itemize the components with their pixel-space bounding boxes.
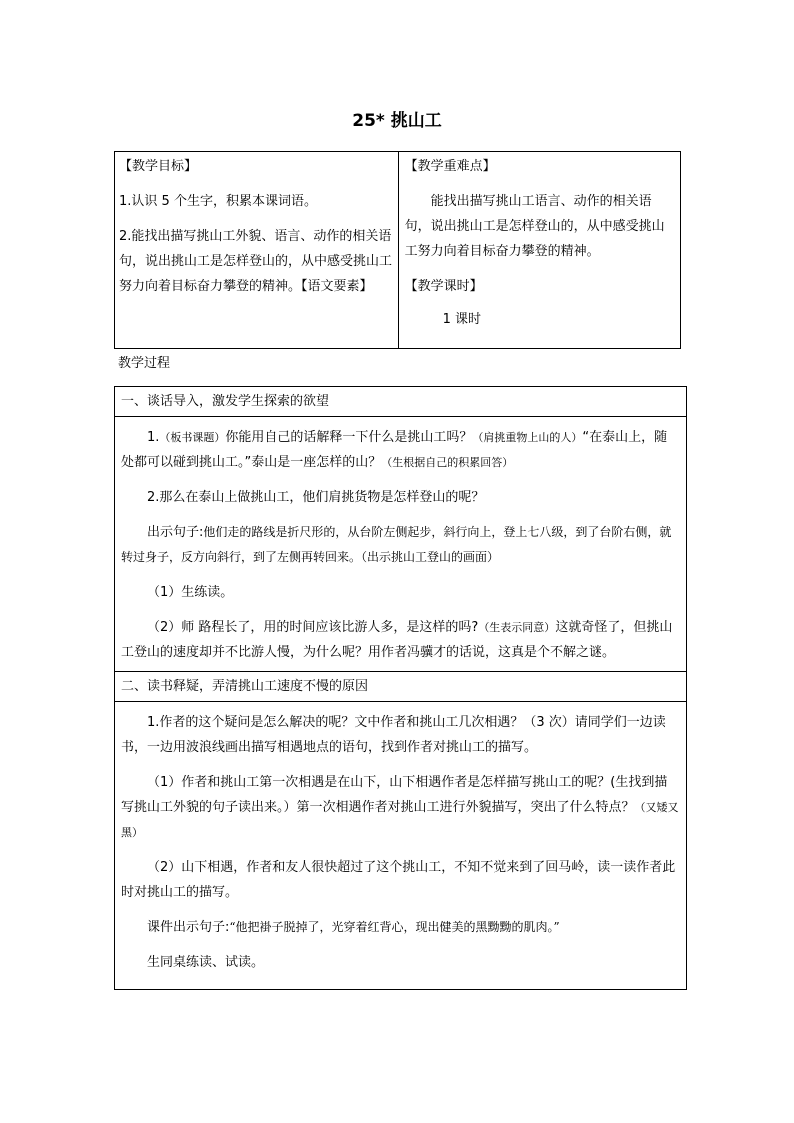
key-points-text: 能找出描写挑山工语言、动作的相关语句，说出挑山工是怎样登山的，从中感受挑山工努力向着目标奋力攀登的精神。	[404, 194, 665, 259]
section2-body-cell	[115, 702, 687, 990]
document-title: 25* 挑山工	[352, 111, 442, 131]
process-label: 教学过程	[118, 356, 171, 371]
section2-heading: 二、读书释疑，弄清挑山工速度不慢的原因	[121, 679, 369, 694]
objectives-cell	[115, 152, 399, 349]
section1-paragraph-3: 出示句子:他们走的路线是折尺形的，从台阶左侧起步，斜行向上，登上七八级，到了台阶右侧，就转过身子，反方向斜行，到了左侧再转回来。（出示挑山工登山的画面）	[121, 525, 672, 564]
hours-value: 1 课时	[442, 312, 481, 327]
section1-paragraph-4: （1）生练读。	[147, 585, 234, 600]
section1-paragraph-2: 2.那么在泰山上做挑山工，他们肩挑货物是怎样登山的呢？	[147, 490, 485, 505]
hours-heading: 【教学课时】	[404, 279, 483, 294]
objectives-heading: 【教学目标】	[119, 159, 198, 174]
objective-item-2: 2.能找出描写挑山工外貌、语言、动作的相关语句，说出挑山工是怎样登山的，从中感受挑山工努力向着目标奋力攀登的精神。【语文要素】	[119, 229, 393, 294]
section1-heading: 一、谈话导入，激发学生探索的欲望	[121, 394, 330, 409]
section2-paragraph-1: 1.作者的这个疑问是怎么解决的呢？文中作者和挑山工几次相遇？（3 次）请同学们一边读书，一边用波浪线画出描写相遇地点的语句，找到作者对挑山工的描写。	[121, 715, 666, 755]
section1-paragraph-5: （2）师 路程长了，用的时间应该比游人多，是这样的吗?（生表示同意）这就奇怪了，但挑山工登山的速度却并不比游人慢，为什么呢？用作者冯骥才的话说，这真是个不解之谜。	[121, 620, 673, 660]
section1-paragraph-1: 1.（板书课题）你能用自己的话解释一下什么是挑山工吗？（肩挑重物上山的人）“在泰山上，随处都可以碰到挑山工。”泰山是一座怎样的山？（生根据自己的积累回答）	[121, 430, 668, 470]
section2-paragraph-3: （2）山下相遇，作者和友人很快超过了这个挑山工，不知不觉来到了回马岭，读一读作者此时对挑山工的描写。	[121, 860, 676, 900]
key-points-heading: 【教学重难点】	[404, 159, 496, 174]
objective-item-1: 1.认识 5 个生字，积累本课词语。	[119, 194, 317, 209]
key-points-cell	[398, 152, 680, 349]
objectives-table	[114, 151, 681, 349]
section2-paragraph-5: 生同桌练读、试读。	[147, 955, 265, 970]
section2-heading-cell	[115, 672, 687, 702]
process-table	[114, 386, 687, 990]
section2-paragraph-2: （1）作者和挑山工第一次相遇是在山下，山下相遇作者是怎样描写挑山工的呢？(生找到描写挑山工外貌的句子读出来。）第一次相遇作者对挑山工进行外貌描写，突出了什么特点？（又矮又黑）	[121, 775, 679, 839]
section1-heading-cell	[115, 387, 687, 417]
section1-body-cell	[115, 417, 687, 672]
section2-paragraph-4: 课件出示句子:“他把褂子脱掉了，光穿着红背心，现出健美的黑黝黝的肌肉。”	[147, 920, 560, 935]
